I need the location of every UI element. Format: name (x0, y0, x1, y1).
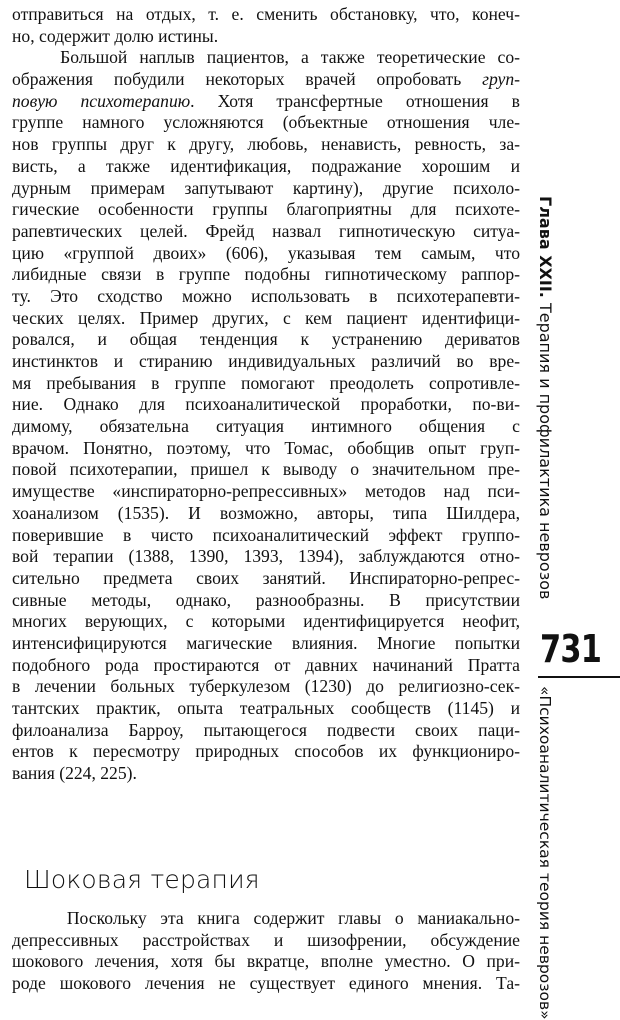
text-line (12, 438, 520, 460)
line-text: мя пребывания в группе помогают преодолеть сопротивле- (12, 372, 520, 393)
line-text: Поскольку эта книга содержит главы о маниакально- (12, 908, 520, 928)
text-line (12, 243, 520, 265)
text-line (12, 394, 520, 416)
line-text: врачом. Понятно, поэтому, что Томас, обобщив опыт груп- (12, 437, 520, 458)
line-text: сивные методы, однако, разнообразны. В присутствии (12, 589, 520, 610)
line-text: подобного рода простираются от давних начинаний Пратта (12, 654, 520, 675)
line-text: висть, а также идентификация, подражание хорошим и (12, 155, 520, 176)
line-text: нов группы друг к другу, любовь, ненависть, ревность, за- (12, 134, 520, 155)
text-line (12, 459, 520, 481)
line-text: либидные связи в группе подобны гипнотическому раппор- (12, 264, 520, 285)
line-text: поверившие в чисто психоаналитический эффект группо- (12, 524, 520, 545)
line-text: ображения побудили некоторых врачей опробовать (12, 69, 483, 90)
text-line (12, 568, 520, 590)
text-line (12, 264, 520, 286)
line-text: ние. Однако для психоаналитической проработки, по-ви- (12, 394, 520, 415)
running-head-chapter: Глава XXII. (536, 196, 555, 298)
line-text: рапевтических целей. Фрейд назвал гипнотическую ситуа- (12, 220, 520, 241)
text-line (12, 676, 520, 698)
line-text: роде шокового лечения не существует единого мнения. Та- (12, 973, 520, 994)
text-line (12, 308, 520, 330)
line-text: Большой наплыв пациентов, а также теоретические со- (12, 47, 520, 68)
text-line (12, 134, 520, 156)
text-line (12, 221, 520, 243)
line-text: многих верующих, с которыми идентифицируется неофит, (12, 611, 520, 632)
line-text: сительно предмета своих занятий. Инспираторно-репрес- (12, 567, 520, 588)
text-line (12, 26, 520, 48)
text-line (12, 69, 520, 91)
text-line (12, 930, 520, 952)
running-head (535, 196, 555, 616)
text-line (12, 763, 520, 785)
line-text: депрессивных расстройствах и шизофрении, обсуждение (12, 929, 520, 950)
text-line (12, 178, 520, 200)
text-line (12, 546, 520, 568)
text-line (12, 4, 520, 26)
line-text: филоанализа Барроу, пытающегося подвести своих паци- (12, 719, 520, 740)
text-line (12, 373, 520, 395)
text-line (12, 655, 520, 677)
text-line (12, 973, 520, 995)
text-line (12, 503, 520, 525)
line-text: гические особенности группы благоприятны для психоте- (12, 199, 520, 220)
line-text: но, содержит долю истины. (12, 25, 219, 46)
text-line (12, 720, 520, 742)
running-head-title: Терапия и профилактика неврозов (536, 302, 555, 600)
text-line (12, 156, 520, 178)
line-text: хоанализом (1535). И возможно, авторы, типа Шилдера, (12, 502, 520, 523)
line-text: повой психотерапии, пришел к выводу о значительном пре- (12, 459, 520, 480)
text-line (12, 329, 520, 351)
line-text: дурным примерам запутывают картину), другие психоло- (12, 177, 520, 198)
text-line (12, 112, 520, 134)
text-line (12, 590, 520, 612)
text-line (12, 351, 520, 373)
line-text: . Хотя трансфертные отношения в (190, 90, 520, 111)
line-text: интенсифицируются магические влияния. Многие попытки (12, 632, 520, 653)
line-text: имуществе «инспираторно-репрессивных» методов над пси- (12, 481, 520, 502)
book-title: «Психоаналитическая теория неврозов» (536, 686, 554, 1020)
line-text: в лечении больных туберкулезом (1230) до религиозно-сек- (12, 676, 520, 697)
text-line (12, 698, 520, 720)
line-text: ческих целях. Пример других, с кем пациент идентифици- (12, 307, 520, 328)
page-number-rule (538, 676, 620, 678)
line-text: вания (224, 225). (12, 763, 137, 784)
text-line (12, 91, 520, 113)
text-line (12, 416, 520, 438)
line-text: группе намного усложняются (объектные отношения чле- (12, 112, 520, 133)
book-title-running-foot (535, 686, 555, 1020)
text-line (12, 908, 520, 930)
text-line (12, 286, 520, 308)
text-line (12, 951, 520, 973)
text-line (12, 633, 520, 655)
line-text: цию «группой двоих» (606), указывая тем самым, что (12, 242, 520, 263)
main-text-block (12, 4, 520, 785)
line-text: ровался, и общая тенденция к устранению дериватов (12, 329, 520, 350)
section-heading: Шоковая терапия (24, 865, 260, 894)
line-text: ентов к пересмотру природных способов их функциониро- (12, 741, 520, 762)
page-number: 731 (540, 627, 602, 671)
line-text: тантских практик, опыта театральных сообществ (1145) и (12, 698, 520, 718)
line-text: вой терапии (1388, 1390, 1393, 1394), заблуждаются отно- (12, 546, 520, 567)
line-text: ту. Это сходство можно использовать в психотерапевти- (12, 285, 520, 306)
italic-term: повую психотерапию (12, 90, 191, 111)
text-line (12, 481, 520, 503)
line-text: димому, обязательна ситуация интимного общения с (12, 416, 520, 437)
text-line (12, 199, 520, 221)
text-line (12, 741, 520, 763)
italic-term: груп- (482, 69, 520, 90)
line-text: отправиться на отдых, т. е. сменить обстановку, что, конеч- (12, 4, 520, 24)
line-text: инстинктов и стиранию индивидуальных различий во вре- (12, 351, 520, 371)
text-line (12, 47, 520, 69)
section-text-block (12, 908, 520, 995)
text-line (12, 525, 520, 547)
line-text: шокового лечения, хотя бы вкратце, вполне уместно. О при- (12, 951, 520, 972)
text-line (12, 611, 520, 633)
